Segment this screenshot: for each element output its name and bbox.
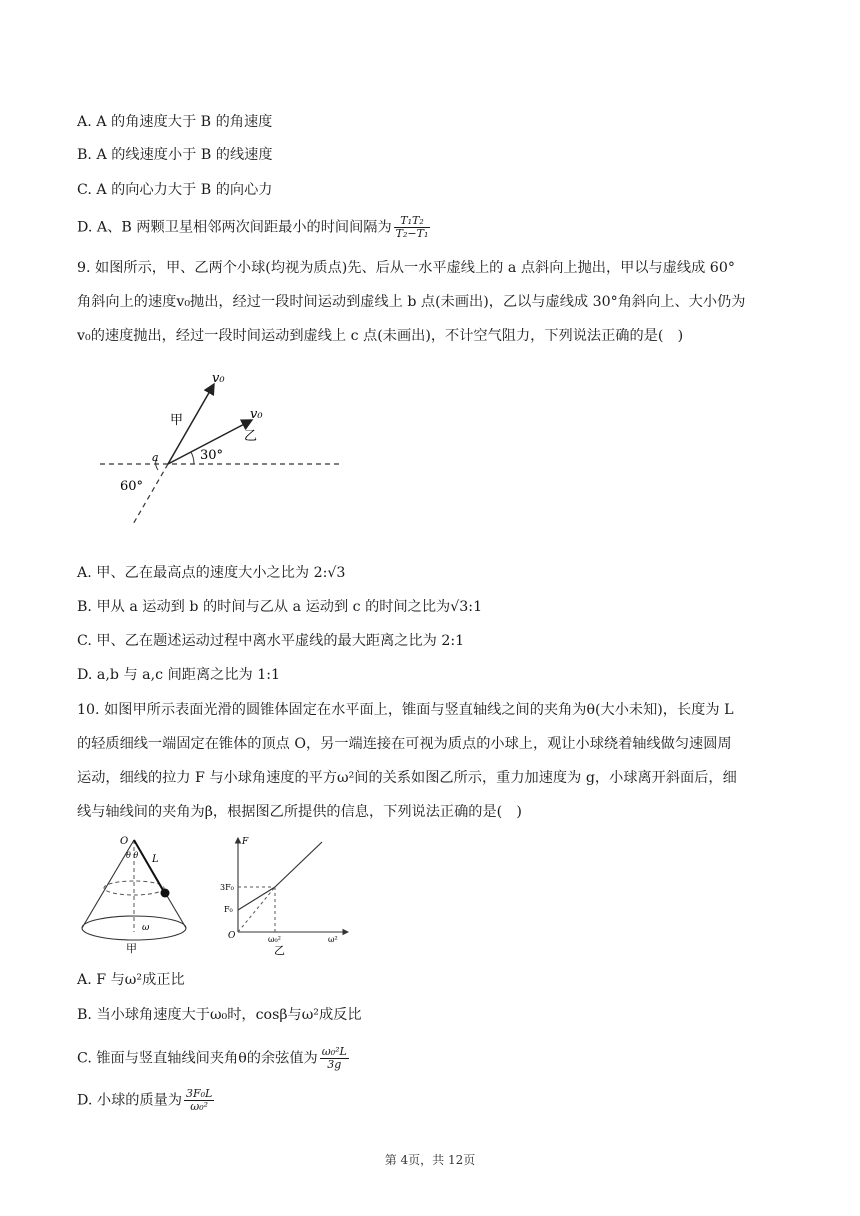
q10-stem-line-3: 运动，细线的拉力 F 与小球角速度的平方ω²间的关系如图乙所示，重力加速度为 g，小球离开斜面后，细 <box>77 770 737 786</box>
inclined-dashed-line <box>132 464 168 526</box>
q9-option-b: B. 甲从 a 运动到 b 的时间与乙从 a 运动到 c 的时间之比为√3:1 <box>77 599 483 615</box>
caption-jia: 甲 <box>126 942 137 955</box>
string <box>134 840 164 892</box>
fraction-numerator: 3F₀L <box>186 1087 213 1100</box>
q10-option-c-text: C. 锥面与竖直轴线间夹角θ的余弦值为 <box>77 1050 318 1067</box>
label-l: L <box>152 854 159 865</box>
q10-option-d-text: D. 小球的质量为 <box>77 1092 183 1109</box>
q8-option-b: B. A 的线速度小于 B 的线速度 <box>77 147 273 163</box>
q9-stem-line-2: 角斜向上的速度v₀抛出，经过一段时间运动到虚线上 b 点(未画出)，乙以与虚线成 30°角斜向上、大小仍为 <box>77 294 746 310</box>
graph-line-on-surface <box>238 887 275 910</box>
fraction-numerator: T₁T₂ <box>394 215 431 228</box>
label-3f0: 3F₀ <box>220 883 234 892</box>
q8-option-d-fraction <box>394 215 431 240</box>
label-omega-squared: ω² <box>328 935 338 944</box>
label-point-a: a <box>152 451 159 464</box>
q10-cone-figure <box>76 832 206 956</box>
fraction-numerator: ω₀²L <box>321 1045 347 1058</box>
q8-option-d-text: D. A、B 两颗卫星相邻两次间距最小的时间间隔为 <box>77 219 392 236</box>
label-v0-yi: v₀ <box>250 407 263 422</box>
ball <box>161 889 170 898</box>
dashed-extension <box>238 887 275 932</box>
page-footer: 第 4页，共 12页 <box>384 1153 476 1167</box>
label-yi: 乙 <box>244 429 258 444</box>
q8-option-d <box>77 215 430 240</box>
angle-arc-30 <box>191 452 194 464</box>
label-o: O <box>120 836 129 847</box>
label-f: F <box>242 837 249 847</box>
label-jia: 甲 <box>170 413 184 428</box>
q10-option-c <box>77 1046 349 1071</box>
q10-force-graph <box>220 832 352 956</box>
q9-option-c: C. 甲、乙在题述运动过程中离水平虚线的最大距离之比为 2:1 <box>77 633 465 649</box>
label-angle-30: 30° <box>200 448 224 463</box>
q10-option-d <box>77 1088 214 1113</box>
fraction-denominator: ω₀² <box>190 1100 209 1113</box>
label-theta: θ θ <box>126 851 139 860</box>
fraction-denominator: 3g <box>327 1058 342 1071</box>
label-omega: ω <box>142 923 150 933</box>
q8-option-c: C. A 的向心力大于 B 的向心力 <box>77 182 273 198</box>
q9-option-d: D. a,b 与 a,c 间距离之比为 1:1 <box>77 667 281 683</box>
q10-stem-line-1: 10. 如图甲所示表面光滑的圆锥体固定在水平面上，锥面与竖直轴线之间的夹角为θ(大小未知)，长度为 L <box>77 702 734 718</box>
q10-option-a: A. F 与ω²成正比 <box>77 972 185 988</box>
caption-yi: 乙 <box>274 944 285 956</box>
label-angle-60: 60° <box>120 479 144 494</box>
label-origin: O <box>228 931 236 941</box>
q9-stem-line-1: 9. 如图所示，甲、乙两个小球(均视为质点)先、后从一水平虚线上的 a 点斜向上抛出，甲以与虚线成 60° <box>77 260 735 276</box>
q10-stem-line-2: 的轻质细线一端固定在锥体的顶点 O，另一端连接在可视为质点的小球上，观让小球绕着轴线做匀速圆周 <box>77 736 732 752</box>
q8-option-a: A. A 的角速度大于 B 的角速度 <box>77 114 273 130</box>
label-f0: F₀ <box>224 905 233 914</box>
q10-option-c-fraction <box>320 1046 349 1071</box>
label-v0-jia: v₀ <box>212 371 225 386</box>
q10-option-b: B. 当小球角速度大于ω₀时，cosβ与ω²成反比 <box>77 1007 362 1023</box>
q10-option-d-fraction <box>184 1088 214 1113</box>
q10-stem-line-4: 线与轴线间的夹角为β，根据图乙所提供的信息，下列说法正确的是( ) <box>77 804 522 820</box>
label-omega0-squared: ω₀² <box>268 935 281 944</box>
q9-stem-line-3: v₀的速度抛出，经过一段时间运动到虚线上 c 点(未画出)，不计空气阻力，下列说法正确的是( ) <box>77 328 684 344</box>
q9-option-a: A. 甲、乙在最高点的速度大小之比为 2:√3 <box>77 565 346 581</box>
fraction-denominator: T₂−T₁ <box>395 227 429 240</box>
q9-projectile-figure <box>90 362 350 532</box>
graph-line-off-surface <box>275 842 322 887</box>
